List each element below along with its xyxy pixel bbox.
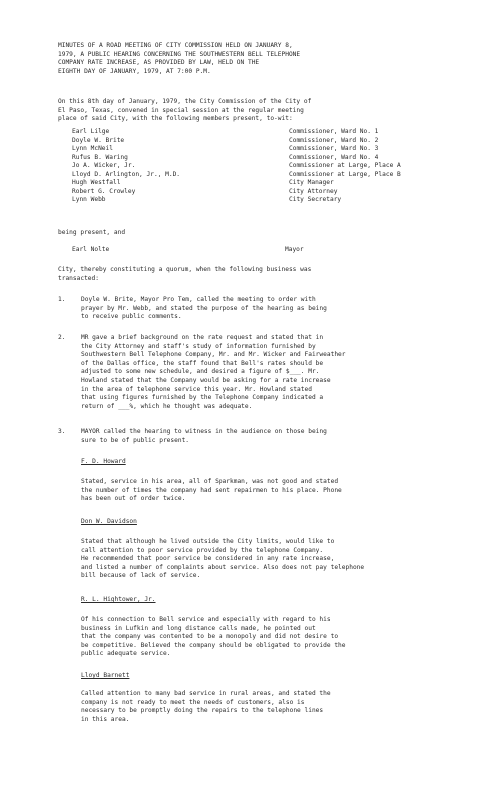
member-row: [62, 162, 442, 171]
absent-label: being present, and: [58, 229, 126, 236]
member-role: City Manager: [289, 179, 334, 186]
member-role: Commissioner, Ward No. 1: [289, 128, 379, 135]
quorum-paragraph: City, thereby constituting a quorum, when the following business was transacted:: [58, 266, 312, 282]
speaker-statement: Called attention to many bad service in rural areas, and stated the company is not ready to meet the needs of customers, also is necessary to be promptly doing the repairs to the telephone lines in this area.: [81, 690, 331, 723]
member-name: Hugh Westfall: [72, 179, 121, 186]
item-number: 3.: [58, 428, 66, 435]
minutes-heading: MINUTES OF A ROAD MEETING OF CITY COMMISSION HELD ON JANUARY 8, 1979, A PUBLIC HEARING CONCERNING THE SOUTHWESTERN BELL TELEPHONE COMPANY RATE INCREASE, AS PROVIDED BY LAW, HELD ON THE EIGHTH DAY OF JANUARY, 1979, AT 7:00 P.M.: [58, 42, 301, 75]
member-row: [62, 171, 442, 180]
member-name: Earl Lilge: [72, 128, 110, 135]
intro-paragraph: On this 8th day of January, 1979, the City Commission of the City of El Paso, Texas, convened in special session at the regular meeting place of said City, with the following members present, to-wit:: [58, 98, 312, 123]
member-role: Commissioner at Large, Place B: [289, 170, 401, 178]
speaker-name: R. L. Hightower, Jr.: [81, 596, 156, 603]
item-text: MR gave a brief background on the rate request and stated that in the City Attorney and staff's study of information furnished by Southwestern Bell Telephone Company, Mr. and Mr. Wicker and Fairweather of the Dallas office, the staff found that Bell's rates should be adjusted to some new schedule, and desired a figure of $___. Mr. Howland stated that the Company would be asking for a rate increase in the area of telephone service this year. Mr. Howland stated that using figures furnished by the Telephone Company indicated a return of ___%, which he thought was adequate.: [81, 334, 346, 410]
member-name: Lynn Webb: [72, 196, 106, 203]
member-name: Jo A. Wicker, Jr.: [72, 162, 136, 169]
absent-member-name: Earl Nolte: [72, 246, 110, 253]
agenda-item: [58, 334, 448, 411]
member-row: [62, 145, 442, 154]
member-row: [62, 128, 442, 137]
member-row: [62, 188, 442, 197]
member-role: City Attorney: [289, 187, 338, 195]
member-role: Commissioner, Ward No. 2: [289, 136, 379, 144]
member-row: [62, 179, 442, 188]
absent-row: [72, 246, 304, 255]
agenda-item: [58, 428, 448, 445]
speaker-name: Lloyd Barnett: [81, 672, 130, 679]
speaker-name: F. D. Howard: [81, 458, 126, 465]
member-row: [62, 196, 442, 205]
item-text: MAYOR called the hearing to witness in the audience on those being sure to be of public present.: [81, 428, 327, 444]
member-name: Robert G. Crowley: [72, 187, 136, 195]
members-list: [62, 128, 442, 205]
absent-member-role: Mayor: [285, 246, 304, 253]
member-name: Rufus B. Waring: [72, 153, 128, 161]
agenda-item: [58, 296, 448, 322]
member-name: Doyle W. Brite: [72, 136, 125, 144]
member-row: [62, 137, 442, 146]
member-role: City Secretary: [289, 196, 342, 203]
item-number: 1.: [58, 296, 66, 303]
member-role: Commissioner, Ward No. 3: [289, 145, 379, 152]
member-name: Lynn McNeil: [72, 145, 113, 152]
speaker-statement: Stated that although he lived outside the City limits, would like to call attention to poor service provided by the telephone Company. He recommended that poor service be considered in any rate increase, and listed a number of complaints about service. Also does not pay telephone bill because of lack of service.: [81, 538, 365, 580]
member-row: [62, 154, 442, 163]
member-role: Commissioner, Ward No. 4: [289, 153, 379, 161]
member-role: Commissioner at Large, Place A: [289, 162, 401, 169]
item-text: Doyle W. Brite, Mayor Pro Tem, called the meeting to order with prayer by Mr. Webb, and stated the purpose of the hearing as being to receive public comments.: [81, 296, 327, 321]
speaker-name: Don W. Davidson: [81, 518, 137, 525]
speaker-statement: Of his connection to Bell service and especially with regard to his business in Lufkin and long distance calls made, he pointed out that the company was contented to be a monopoly and did not desire to be competitive. Believed the company should be obligated to provide the public adequate service.: [81, 616, 346, 658]
item-number: 2.: [58, 334, 66, 341]
member-name: Lloyd D. Arlington, Jr., M.D.: [72, 170, 181, 178]
speaker-statement: Stated, service in his area, all of Sparkman, was not good and stated the number of times the company had sent repairmen to his place. Phone has been out of order twice.: [81, 478, 342, 503]
